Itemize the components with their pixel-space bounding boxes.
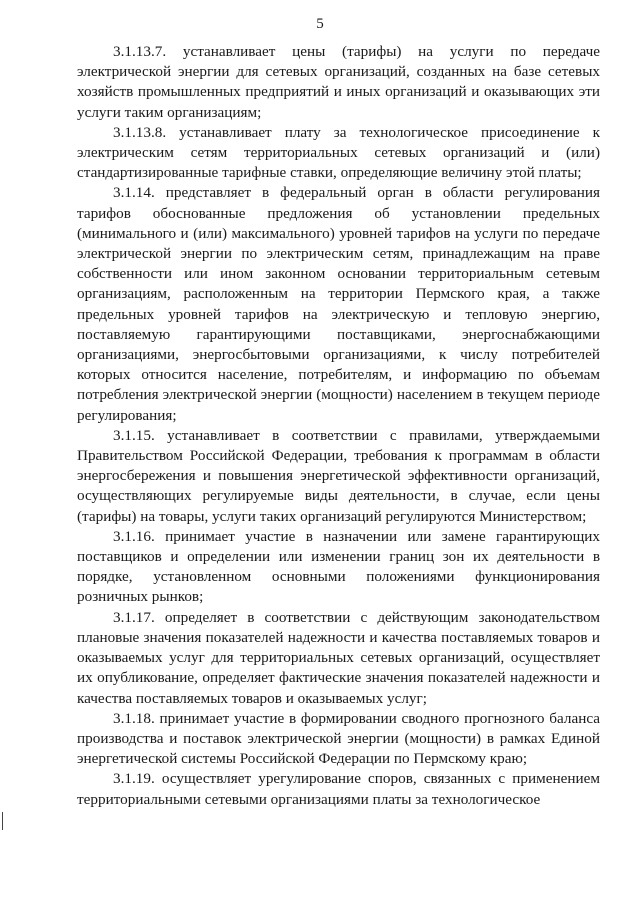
paragraph-3-1-19: 3.1.19. осуществляет урегулирование споров, связанных с применением территориальными сетевыми организациями платы за технологическое — [77, 770, 600, 808]
paragraph-3-1-17: 3.1.17. определяет в соответствии с действующим законодательством плановые значения показателей надежности и качества поставляемых товаров и оказываемых услуг для территориальных сетевых организаций, осуществляет их опубликование, определяет фактические значения показателей надежности и качества поставляемых товаров и оказываемых услуг; — [77, 608, 600, 707]
scan-edge-mark — [2, 812, 3, 830]
paragraph-3-1-16: 3.1.16. принимает участие в назначении или замене гарантирующих поставщиков и определении или изменении границ зон их деятельности в порядке, установленном основными положениями функционирования розничных рынков; — [77, 527, 600, 606]
paragraph-3-1-15: 3.1.15. устанавливает в соответствии с правилами, утверждаемыми Правительством Российской Федерации, требования к программам в области энергосбережения и повышения энергетической эффективности организаций, осуществляющих регулируемые виды деятельности, в случае, если цены (тарифы) на товары, услуги таких организаций регулируются Министерством; — [77, 426, 600, 525]
paragraph-3-1-14: 3.1.14. представляет в федеральный орган в области регулирования тарифов обоснованные предложения об установлении предельных (минимального и (или) максимального) уровней тарифов на услуги по передаче электрической энергии по электрическим сетям, принадлежащим на праве собственности или ином законном основании территориальным сетевым организациям, расположенным на территории Пермского края, а также предельных уровней тарифов на электрическую и тепловую энергию, поставляемую гарантирующими поставщиками, энергоснабжающими организациями, энергосбытовыми организациями, к числу потребителей которых относится население, потребителям, и информацию по объемам потребления электрической энергии (мощности) населением в текущем периоде регулирования; — [77, 184, 600, 424]
paragraph-3-1-18: 3.1.18. принимает участие в формировании сводного прогнозного баланса производства и поставок электрической энергии (мощности) в рамках Единой энергетической системы Российской Федерации по Пермскому краю; — [77, 709, 600, 768]
document-body — [77, 42, 600, 810]
paragraph-3-1-13-8: 3.1.13.8. устанавливает плату за технологическое присоединение к электрическим сетям территориальных сетевых организаций и (или) стандартизированные тарифные ставки, определяющие величину этой платы; — [77, 123, 600, 182]
paragraph-3-1-13-7: 3.1.13.7. устанавливает цены (тарифы) на услуги по передаче электрической энергии для сетевых организаций, созданных на базе сетевых хозяйств промышленных предприятий и иных организаций и оказывающих эти услуги таким организациям; — [77, 43, 600, 121]
page-number: 5 — [316, 16, 324, 32]
